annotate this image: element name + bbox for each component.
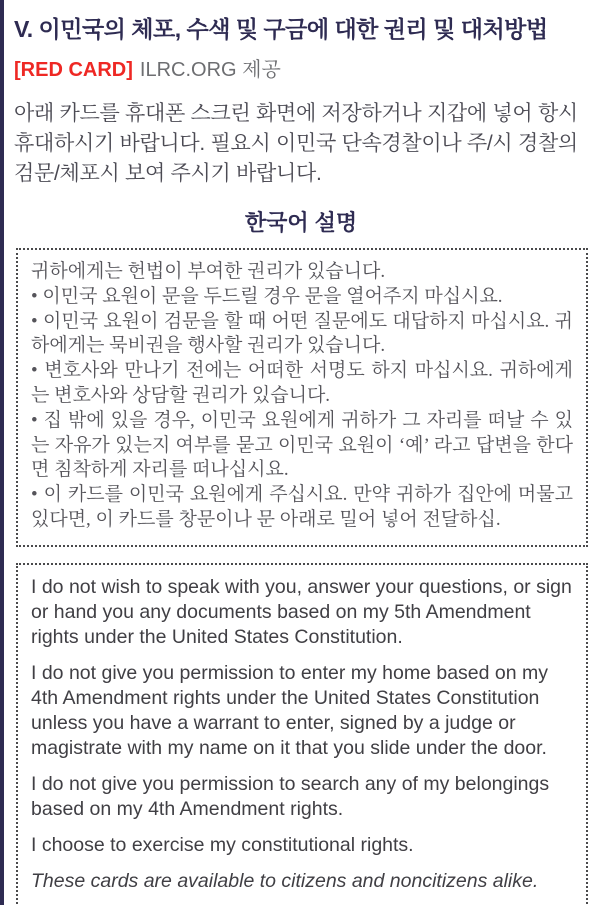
red-card-provider-line <box>14 57 588 83</box>
english-card-paragraph: I choose to exercise my constitutional rights. <box>31 833 414 856</box>
page-title: V. 이민국의 체포, 수색 및 구금에 대한 권리 및 대처방법 <box>14 16 548 42</box>
korean-card-intro-line: 귀하에게는 헌법이 부여한 권리가 있습니다. <box>31 261 386 282</box>
english-card-italic-note: These cards are available to citizens and noncitizens alike. <box>31 869 539 892</box>
korean-card-bullet: • 이민국 요원이 문을 두드릴 경우 문을 열어주지 마십시요. <box>31 285 503 307</box>
korean-card-bullet: • 이 카드를 이민국 요원에게 주십시요. 만약 귀하가 집안에 머물고 있다면, 이 카드를 창문이나 문 아래로 밀어 넣어 전달하십. <box>31 484 573 530</box>
left-accent-bar <box>0 0 4 905</box>
korean-card-bullet: • 이민국 요원이 검문을 할 때 어떤 질문에도 대답하지 마십시요. 귀하에게는 묵비권을 행사할 권리가 있습니다. <box>31 310 573 357</box>
korean-rights-card <box>16 248 588 547</box>
english-card-paragraph: I do not wish to speak with you, answer your questions, or sign or hand you any documents based on my 5th Amendment rights under the United States Constitution. <box>31 575 572 648</box>
korean-section-heading: 한국어 설명 <box>244 210 358 235</box>
english-card-paragraph: I do not give you permission to enter my home based on my 4th Amendment rights under the United States Constitution unless you have a warrant to enter, signed by a judge or magistrate with my name on it that you slide under the door. <box>31 661 549 759</box>
provider-label: ILRC.ORG 제공 <box>139 59 281 81</box>
english-card-paragraph: I do not give you permission to search any of my belongings based on my 4th Amendment rights. <box>31 772 550 820</box>
intro-paragraph: 아래 카드를 휴대폰 스크린 화면에 저장하거나 지갑에 넣어 항시 휴대하시기 바랍니다. 필요시 이민국 단속경찰이나 주/시 경찰의 검문/체포시 보여 주시기 바랍니다. <box>14 102 578 185</box>
korean-card-bullet: • 집 밖에 있을 경우, 이민국 요원에게 귀하가 그 자리를 떠날 수 있는 자유가 있는지 여부를 묻고 이민국 요원이 ‘예’ 라고 답변을 한다면 침착하게 자리를 떠나십시요. <box>31 409 573 481</box>
english-rights-card <box>16 563 588 905</box>
korean-card-bullet: • 변호사와 만나기 전에는 어떠한 서명도 하지 마십시요. 귀하에게는 변호사와 상담할 권리가 있습니다. <box>31 360 573 406</box>
red-card-label: [RED CARD] <box>14 59 133 81</box>
